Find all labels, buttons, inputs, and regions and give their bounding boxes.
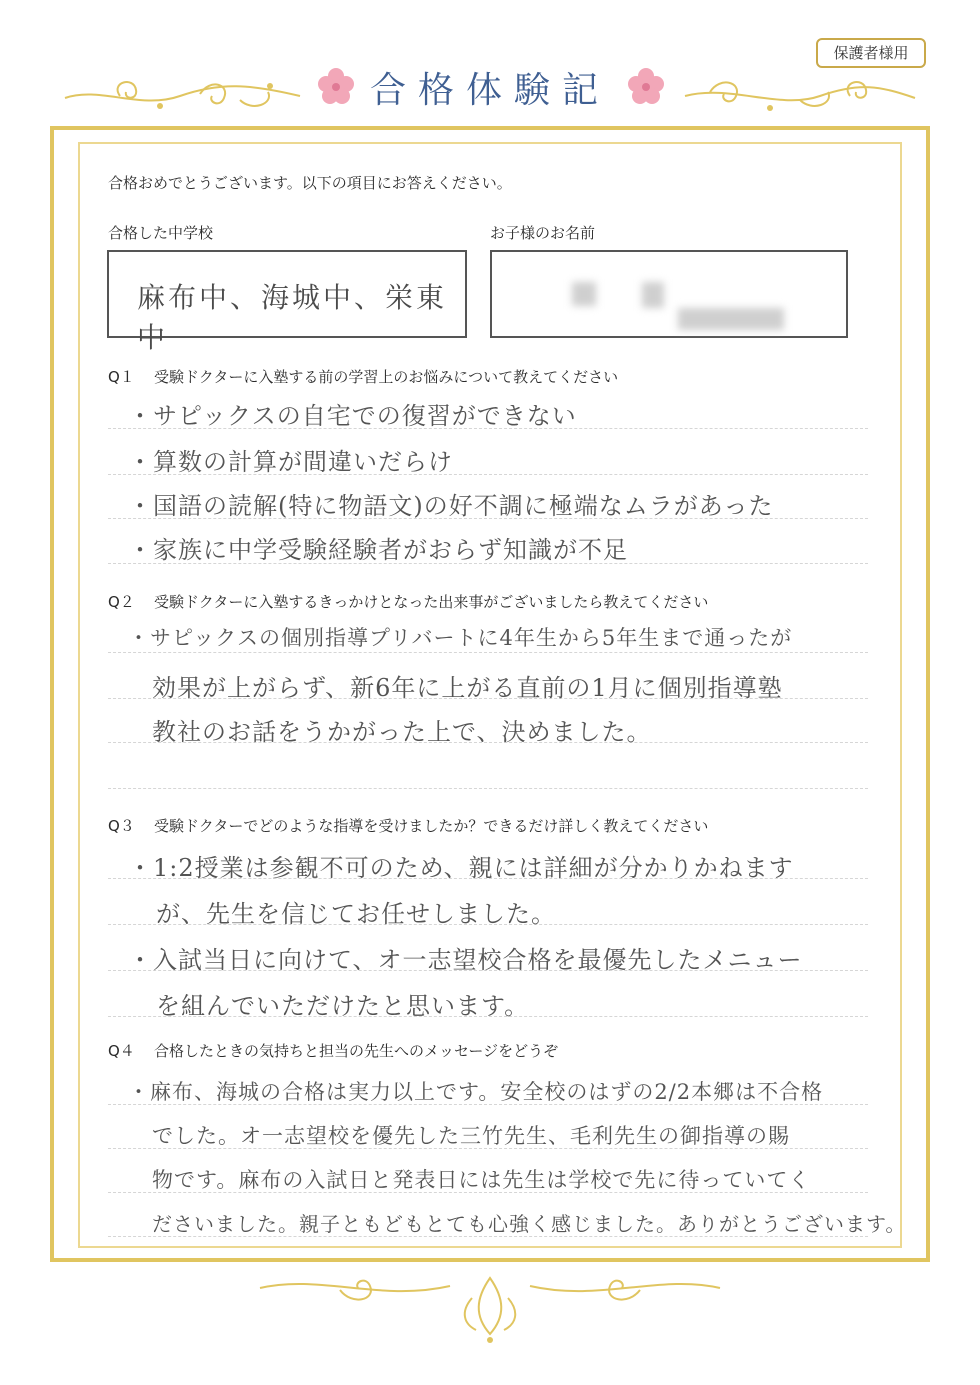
q1-answer-line: ・国語の読解(特に物語文)の好不調に極端なムラがあった [128, 492, 774, 520]
child-name-label: お子様のお名前 [490, 224, 596, 242]
q1-answer-line: ・サピックスの自宅での復習ができない [128, 402, 577, 430]
redacted-name [678, 308, 784, 330]
q3-answer-line: が、先生を信じてお任せしました。 [156, 900, 556, 928]
q4-answer-line: ださいました。親子ともどもとても心強く感じました。ありがとうございます。 [152, 1212, 907, 1236]
q4-answer-line: ・麻布、海城の合格は実力以上です。安全校のはずの2/2本郷は不合格 [128, 1080, 824, 1104]
q3-question: Q３ 受験ドクターでどのような指導を受けましたか？できるだけ詳しく教えてください [108, 817, 709, 835]
audience-badge: 保護者様用 [816, 38, 926, 68]
intro-text: 合格おめでとうございます。以下の項目にお答えください。 [108, 174, 512, 192]
q4-answer-line: でした。オ一志望校を優先した三竹先生、毛利先生の御指導の賜 [152, 1124, 790, 1148]
q3-answer-line: ・1:2授業は参観不可のため、親には詳細が分かりかねます [128, 854, 794, 882]
q2-question: Q２ 受験ドクターに入塾するきっかけとなった出来事がございましたら教えてください [108, 593, 709, 611]
q1-answer-line: ・家族に中学受験経験者がおらず知識が不足 [128, 536, 628, 564]
right-scroll-ornament [680, 66, 920, 126]
page-title: 合格体験記 [369, 70, 610, 111]
q4-question: Q４ 合格したときの気持ちと担当の先生へのメッセージをどうぞ [108, 1042, 559, 1060]
left-scroll-ornament [60, 66, 310, 126]
school-label: 合格した中学校 [108, 224, 214, 242]
child-name-box [490, 250, 848, 338]
school-box [107, 250, 467, 354]
school-value: 麻布中、海城中、栄東中 [137, 281, 448, 354]
redacted-name [642, 282, 664, 308]
q2-answer-line: 教社のお話をうかがった上で、決めました。 [152, 718, 652, 746]
q3-answer-line: ・入試当日に向けて、オ一志望校合格を最優先したメニュー [128, 946, 803, 974]
redacted-name [572, 282, 596, 306]
q2-answer-line: ・サピックスの個別指導プリバートに4年生から5年生まで通ったが [128, 626, 793, 650]
q1-answer-line: ・算数の計算が間違いだらけ [128, 448, 453, 476]
q2-answer-line: 効果が上がらず、新6年に上がる直前の1月に個別指導塾 [152, 674, 783, 702]
right-flower-icon [624, 64, 668, 108]
q1-question: Q１ 受験ドクターに入塾する前の学習上のお悩みについて教えてください [108, 368, 619, 386]
q3-answer-line: を組んでいただけたと思います。 [156, 992, 530, 1020]
bottom-scroll-ornament [250, 1268, 730, 1348]
q4-answer-line: 物です。麻布の入試日と発表日には先生は学校で先に待っていてく [152, 1168, 811, 1192]
